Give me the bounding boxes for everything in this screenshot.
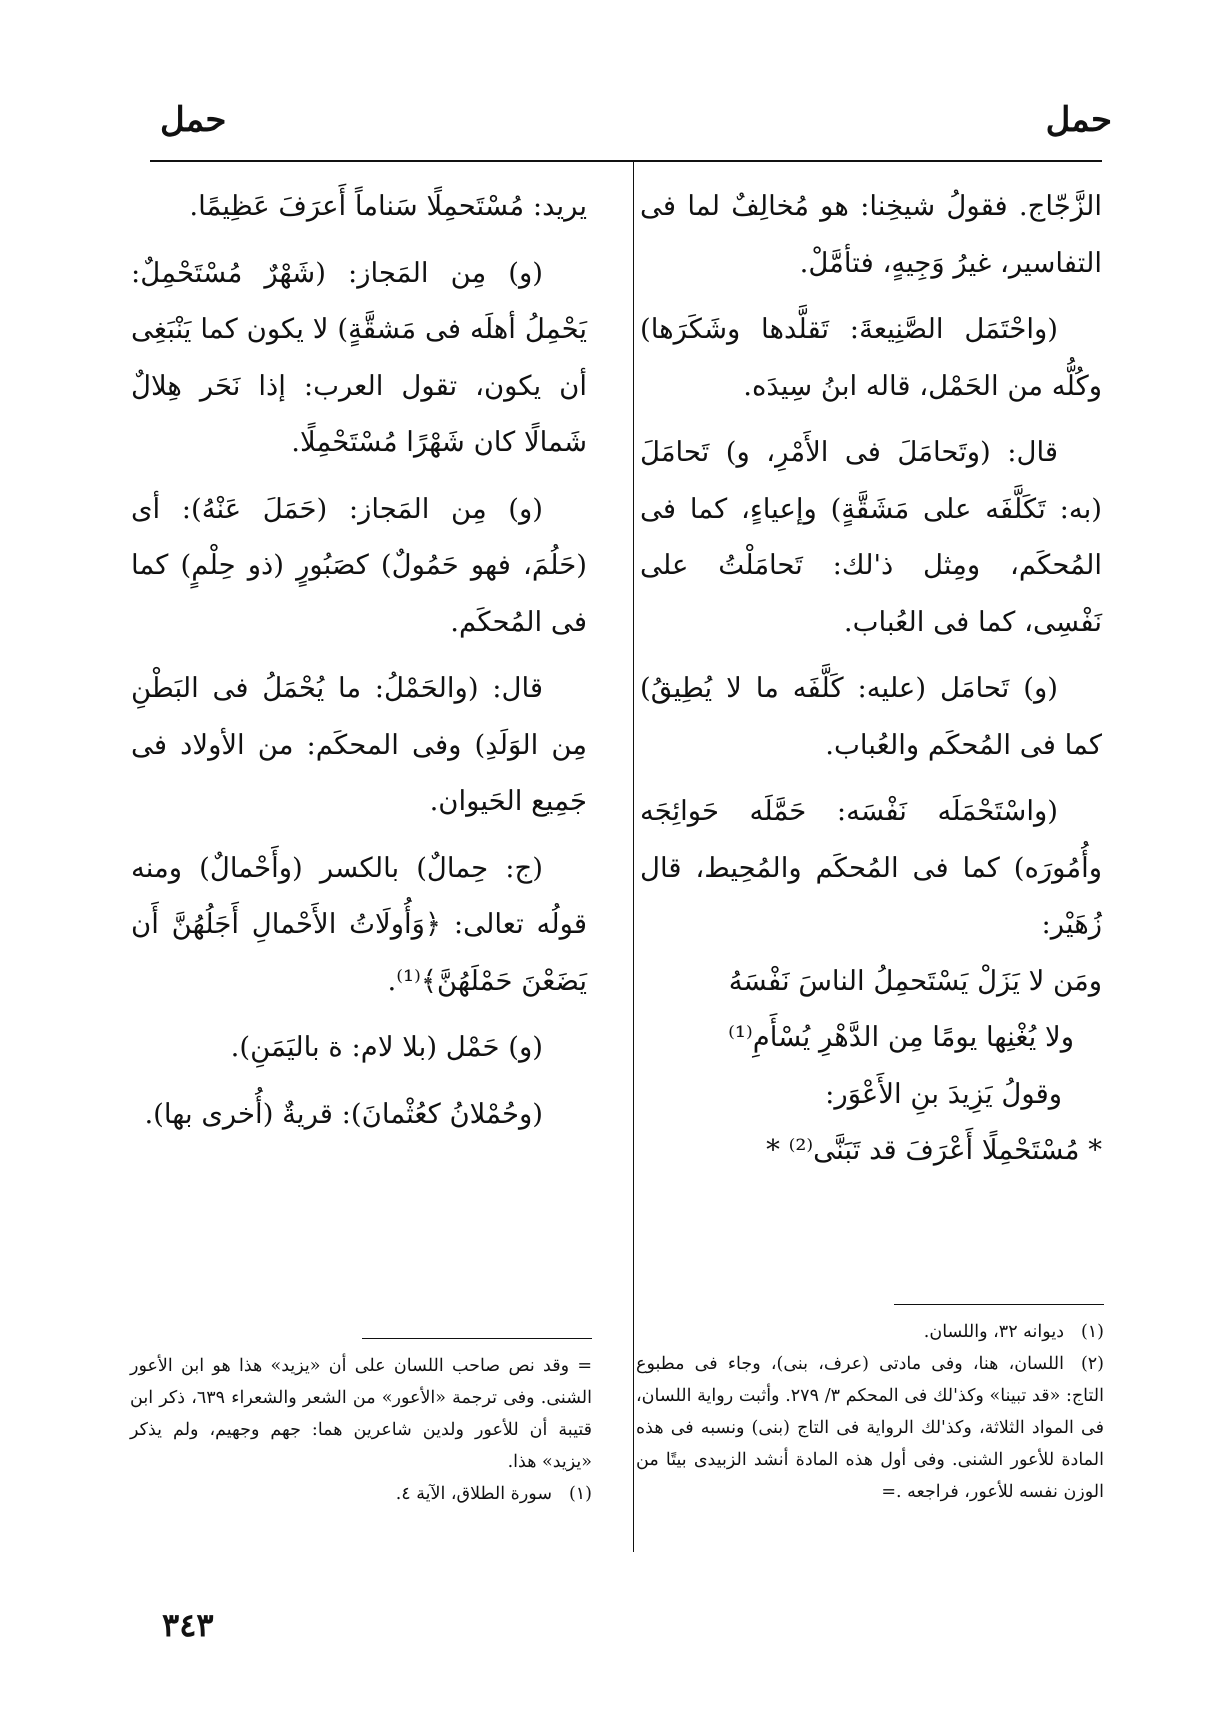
- left-paragraph-7: (وحُمْلانُ كعُثْمانَ): قريةٌ (أُخرى بها).: [144, 1097, 543, 1130]
- verse-line-1: ومَن لا يَزَلْ يَسْتَحمِلُ الناسَ نَفْسَهُ: [728, 964, 1102, 997]
- verse-line-3: وقولُ يَزِيدَ بنِ الأَعْوَر:: [825, 1077, 1062, 1110]
- header-rule: [150, 160, 1102, 162]
- right-paragraph-1: الزَّجّاج. فقولُ شيخِنا: هو مُخالِفٌ لما فى التفاسير، غيرُ وَجِيهٍ، فتأمَّلْ.: [640, 190, 1102, 279]
- footnote-number: (١): [568, 1484, 592, 1504]
- right-paragraph-4: (و) تَحامَل (عليه: كَلَّفَه ما لا يُطِيقُ) كما فى المُحكَم والعُباب.: [640, 672, 1102, 761]
- footnote-rule-left: [362, 1338, 592, 1339]
- running-head-left: حمل: [160, 100, 227, 140]
- footnotes-left: [130, 1350, 592, 1510]
- right-column: [640, 178, 1102, 1179]
- footnotes-right: [636, 1316, 1104, 1508]
- running-head-right: حمل: [1045, 100, 1112, 140]
- footnote-number: (١): [1080, 1322, 1104, 1342]
- footnote-left-1: [130, 1478, 592, 1510]
- footnote-right-1: [636, 1316, 1104, 1348]
- right-paragraph-2: (واحْتَمَل الصَّنِيعةَ: تَقلَّدها وشَكَرَها) وكُلُّه من الحَمْل، قاله ابنُ سِيدَه.: [640, 313, 1102, 402]
- column-divider: [633, 160, 634, 1552]
- verse-line-2: ولا يُغْنِها يومًا مِن الدَّهْرِ يُسْأَمِ⁽¹⁾: [728, 1021, 1074, 1053]
- footnote-continuation: = وقد نص صاحب اللسان على أن «يزيد» هذا هو ابن الأعور الشنى. وفى ترجمة «الأعور» من الشعر والشعراء ٦٣٩، ذكر ابن قتيبة أن للأعور ولدين شاعرين هما: جهم وجهيم، ولم يذكر «يزيد» هذا.: [130, 1356, 593, 1472]
- left-paragraph-3: (و) مِن المَجاز: (حَمَلَ عَنْهُ): أى (حَلُمَ، فهو حَمُولٌ) كصَبُورٍ (ذو حِلْمٍ) كما فى المُحكَم.: [131, 492, 587, 638]
- footnote-text: اللسان، هنا، وفى مادتى (عرف، بنى)، وجاء فى مطبوع التاج: «قد تبينا» وكذ'لك فى المحكم ٣/ ٢٧٩. وأثبت رواية اللسان، فى المواد الثلاثة، وكذ'لك الرواية فى التاج (بنى) ونسبه فى هذه المادة للأعور الشنى. وفى أول هذه المادة أنشد الزبيدى بيتًا من الوزن نفسه للأعور، فراجعه .=: [636, 1354, 1104, 1502]
- left-paragraph-1: يريد: مُسْتَحمِلًا سَناماً أَعرَفَ عَظِيمًا.: [189, 190, 587, 222]
- left-paragraph-4: قال: (والحَمْلُ: ما يُحْمَلُ فى البَطْنِ مِن الوَلَدِ) وفى المحكَم: من الأولاد فى جَمِيع الحَيوان.: [131, 672, 587, 817]
- footnote-right-2: [636, 1348, 1104, 1508]
- footnote-rule-right: [894, 1304, 1104, 1305]
- left-paragraph-6: (و) حَمْل (بلا لام: ة باليَمَنِ).: [230, 1031, 543, 1063]
- page-number: ٣٤٣: [162, 1606, 214, 1644]
- left-paragraph-5: (ج: حِمالٌ) بالكسر (وأَحْمالٌ) ومنه قولُه تعالى: ﴿وَأُولَاتُ الأَحْمالِ أَجَلُهُنَّ أَن يَضَعْنَ حَمْلَهُنَّ﴾⁽¹⁾.: [131, 851, 587, 997]
- right-paragraph-5: (واسْتَحْمَلَه نَفْسَه: حَمَّلَه حَوائِجَه وأُمُورَه) كما فى المُحكَم والمُحِيط، قال زُهَيْر:: [640, 795, 1102, 940]
- verse-line-4: * مُسْتَحْمِلًا أَعْرَفَ قد تَبَنَّى⁽²⁾ *: [766, 1134, 1102, 1166]
- left-column: [131, 178, 587, 1142]
- left-paragraph-2: (و) مِن المَجاز: (شَهْرٌ مُسْتَحْمِلٌ: يَحْمِلُ أهلَه فى مَشقَّةٍ) لا يكون كما يَنْبَغِى أن يكون، تقول العرب: إذا نَحَر هِلالٌ شَمالًا كان شَهْرًا مُسْتَحْمِلًا.: [131, 256, 587, 458]
- right-paragraph-3: قال: (وتَحامَلَ فى الأَمْرِ، و) تَحامَلَ (به: تَكَلَّفَه على مَشَقَّةٍ) وإعياءٍ، كما فى المُحكَم، ومِثل ذ'لك: تَحامَلْتُ على نَفْسِى، كما فى العُباب.: [640, 436, 1102, 638]
- footnote-text: ديوانه ٣٢، واللسان.: [923, 1322, 1064, 1342]
- footnote-text: سورة الطلاق، الآية ٤.: [395, 1484, 552, 1504]
- footnote-number: (٢): [1080, 1354, 1104, 1374]
